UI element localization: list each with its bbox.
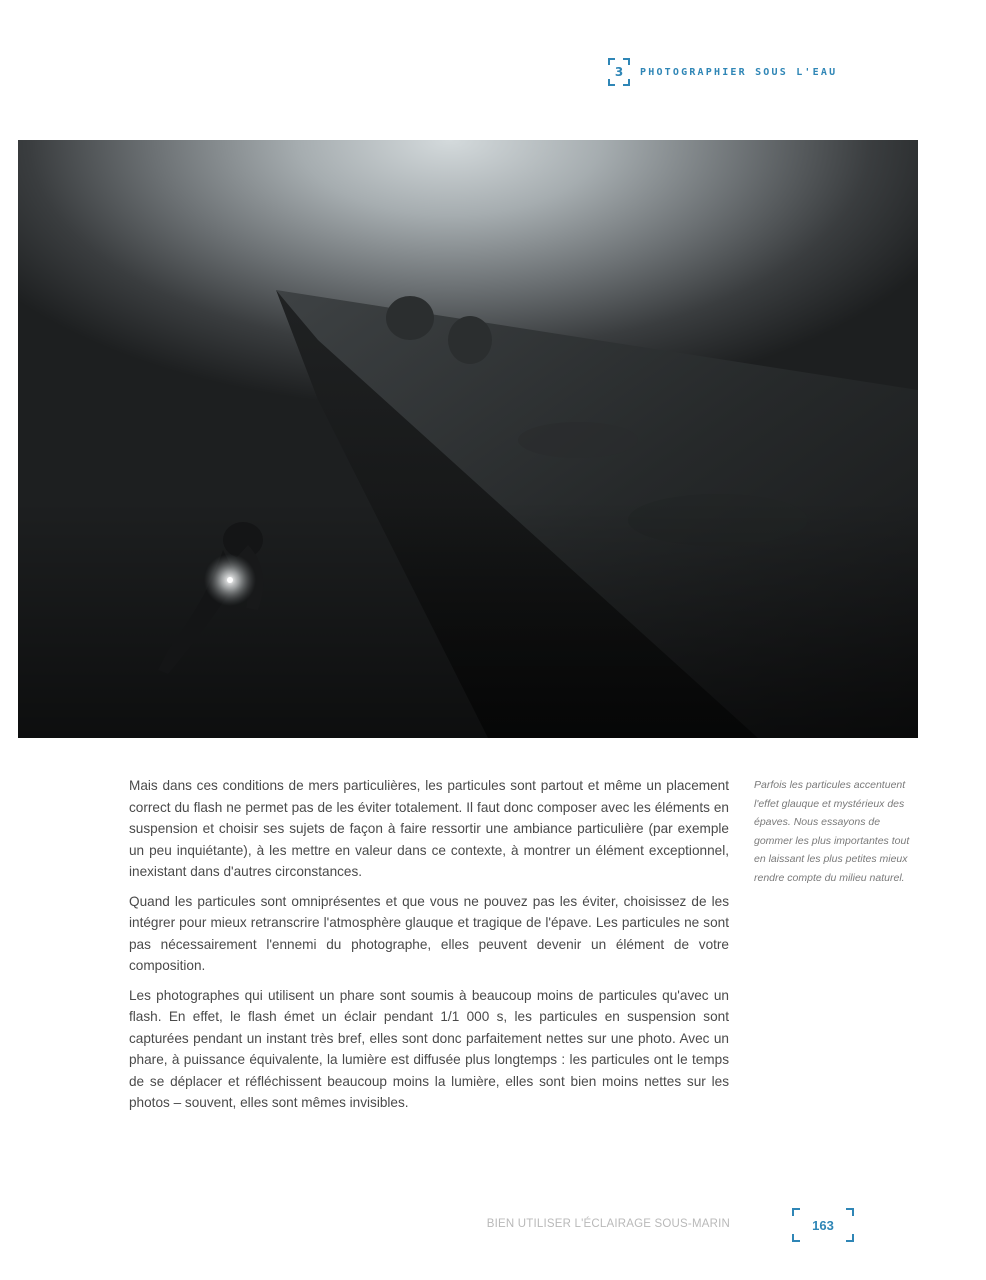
body-text (129, 775, 729, 1122)
chapter-header (608, 56, 837, 88)
paragraph-2: Quand les particules sont omniprésentes et que vous ne pouvez pas les éviter, choisissez de les intégrer pour mieux retranscrire l'atmosphère glauque et tragique de l'épave. Les particules ne sont pas nécessairement l'ennemi du photographe, elles peuvent devenir un élément de votre composition. (129, 893, 729, 973)
photo-caption: Parfois les particules accentuent l'effet glauque et mystérieux des épaves. Nous essayons de gommer les plus importantes tout en laissant les plus petites mieux rendre compte du milieu naturel. (754, 779, 910, 884)
chapter-title: PHOTOGRAPHIER SOUS L'EAU (640, 66, 838, 78)
wreck-photo (18, 140, 918, 738)
page-number-box (792, 1208, 854, 1242)
paragraph-3: Les photographes qui utilisent un phare sont soumis à beaucoup moins de particules qu'avec un flash. En effet, le flash émet un éclair pendant 1/1 000 s, les particules en suspension sont capturées pendant un instant très bref, elles sont donc parfaitement nettes sur une photo. Avec un phare, à puissance équivalente, la lumière est diffusée plus longtemps : les particules ont le temps de se déplacer et réfléchissent beaucoup moins la lumière, elles sont bien moins nettes sur les photos – souvent, elles sont mêmes invisibles. (129, 987, 729, 1110)
paragraph-1: Mais dans ces conditions de mers particulières, les particules sont partout et même un placement correct du flash ne permet pas de les éviter totalement. Il faut donc composer avec les éléments en suspension et choisir ses sujets de façon à faire ressortir une ambiance particulière (par exemple un peu inquiétante), à les mettre en valeur dans ce contexte, à montrer un élément exceptionnel, inexistant dans d'autres circonstances. (129, 778, 729, 879)
chapter-number: 3 (614, 65, 624, 79)
running-footer: BIEN UTILISER L'ÉCLAIRAGE SOUS-MARIN (486, 1218, 730, 1230)
chapter-number-box (608, 58, 630, 86)
page-number: 163 (812, 1217, 834, 1233)
